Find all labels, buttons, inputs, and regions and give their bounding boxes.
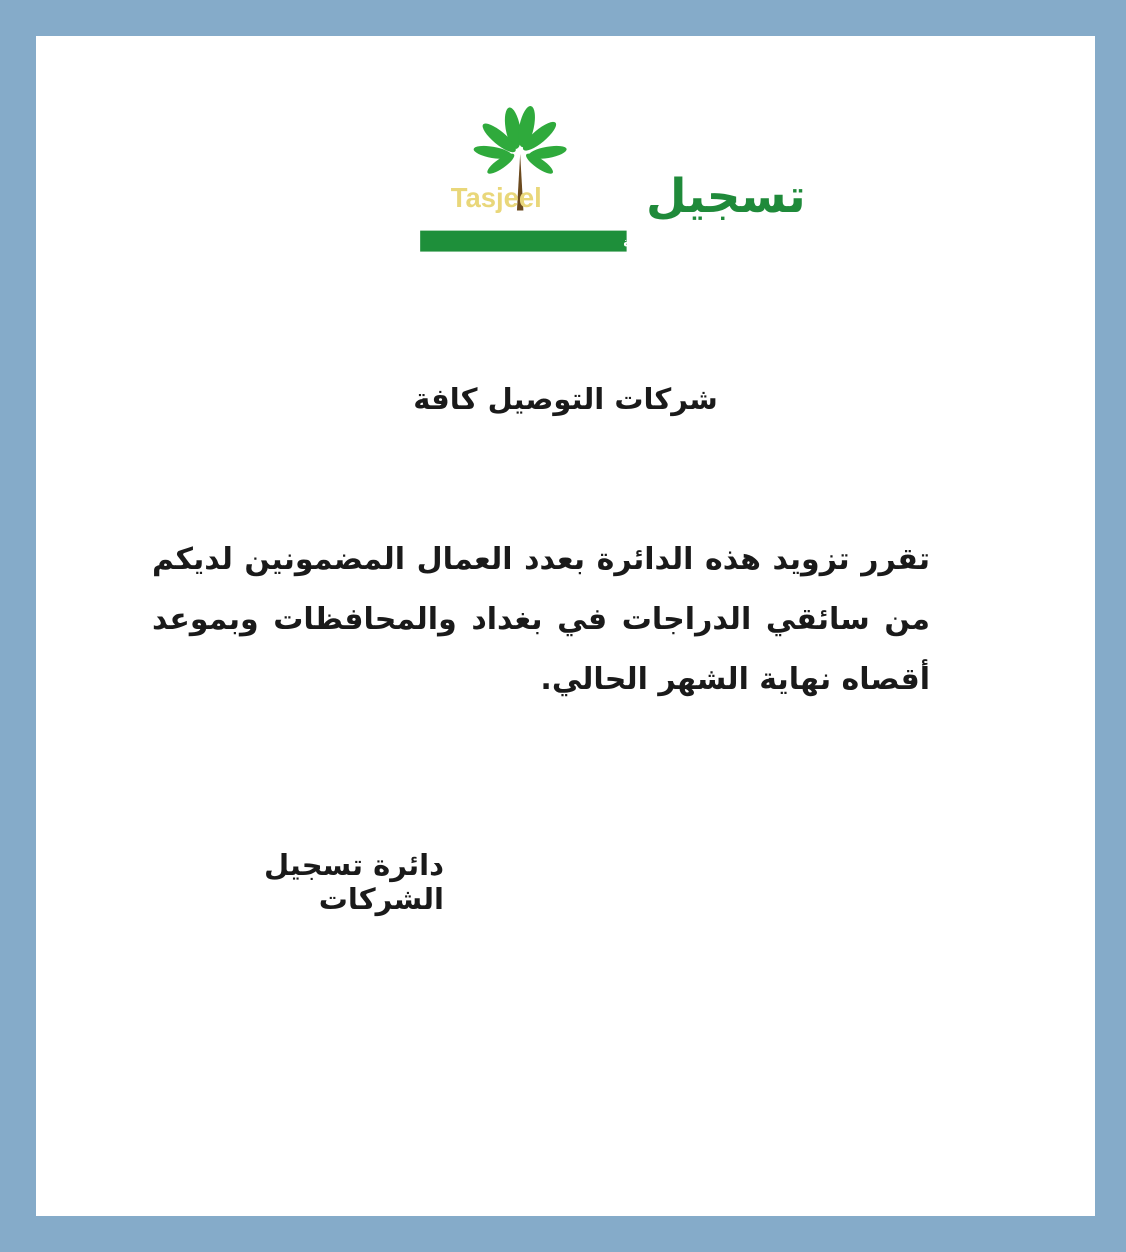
letter-signature: دائرة تسجيل الشركات [264, 848, 444, 916]
palm-tree-icon [420, 104, 846, 254]
letter-page [36, 36, 1095, 1216]
letter-heading: شركات التوصيل كافة [413, 382, 718, 416]
logo-arabic-wordmark: تسجيل [645, 170, 806, 225]
tasjeel-logo [420, 104, 846, 254]
logo-latin-wordmark: Tasjeel [450, 182, 542, 214]
letter-body: تقرر تزويد هذه الدائرة بعدد العمال المضمونين لديكم من سائقي الدراجات في بغداد والمحافظات وبموعد أقصاه نهاية الشهر الحالي. [152, 542, 930, 697]
logo-banner [420, 231, 626, 252]
logo-tagline: دائرة تسجيل الشركات - وزارة التجارة [623, 234, 846, 249]
